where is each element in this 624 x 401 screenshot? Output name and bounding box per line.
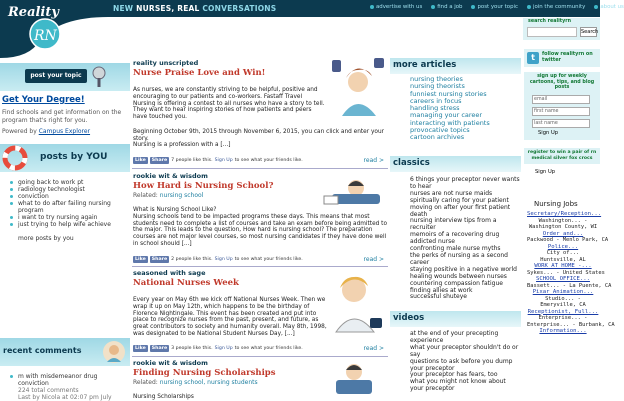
classics-title: classics — [393, 158, 430, 168]
recent-comments-list — [18, 373, 130, 401]
nav-post-topic[interactable] — [471, 4, 518, 10]
life-ring-icon — [3, 146, 27, 170]
post-excerpt: Beginning October 9th, 2015 through November 6, 2015, you can click and enter your story. — [133, 129, 385, 142]
svg-text:RN: RN — [34, 28, 57, 44]
campus-explorer-link[interactable]: Campus Explorer — [38, 128, 91, 135]
nav-label: about us — [600, 4, 624, 10]
search-label: search realityrn — [528, 19, 571, 24]
like-count: 3 people like this. — [171, 346, 213, 351]
post-title[interactable]: National Nurses Week — [133, 278, 239, 288]
article-link[interactable]: cartoon archives — [410, 133, 465, 142]
fb-share-button[interactable]: Share — [151, 346, 168, 351]
fb-like-button[interactable]: Like — [135, 257, 146, 262]
related-link[interactable]: nursing school — [159, 192, 204, 199]
post-excerpt: Nursing Scholarships — [133, 394, 194, 400]
nav-join-community[interactable] — [527, 4, 585, 10]
video-link[interactable]: what your preceptor shouldn't do or say — [410, 343, 519, 358]
job-title-link[interactable]: Pixar Animation... — [532, 289, 594, 295]
twitter-follow[interactable] — [524, 49, 600, 67]
job-location: Washington County, WI — [528, 224, 598, 230]
read-more-link[interactable]: read > — [363, 345, 384, 352]
classics-list — [410, 177, 520, 301]
job-title-link[interactable]: Information... — [539, 328, 587, 334]
powered-by-label: Powered by — [2, 128, 37, 135]
nurse-avatar-icon — [102, 340, 126, 364]
classic-link[interactable]: healing wounds between nurses — [410, 272, 507, 280]
classic-link[interactable]: confronting male nurse myths — [410, 245, 501, 253]
post-title[interactable]: How Hard is Nursing School? — [133, 181, 274, 191]
header — [0, 0, 624, 58]
register-text: register to win a pair of rn medical silver fox crocs — [527, 150, 597, 161]
related-label: Related: — [133, 192, 158, 199]
left-sidebar — [0, 58, 130, 400]
read-more-link[interactable]: read > — [363, 256, 384, 263]
divider — [132, 356, 388, 357]
top-nav — [370, 4, 624, 10]
nurse-illustration-icon — [328, 56, 388, 116]
right-sidebar — [390, 51, 615, 400]
nurse-sage-illustration-icon — [328, 268, 386, 332]
post-category[interactable]: rookie wit & wisdom — [133, 359, 208, 367]
nav-find-job[interactable] — [431, 4, 462, 10]
powered-by — [2, 128, 90, 135]
videos-list — [410, 331, 520, 393]
post-category[interactable]: seasoned with sage — [133, 269, 206, 277]
like-bar — [133, 157, 303, 164]
bullet-icon — [370, 5, 374, 9]
fb-share-button[interactable]: Share — [151, 257, 168, 262]
classic-link[interactable]: memoirs of a recovering drug addicted nurse — [410, 231, 500, 246]
video-link[interactable]: your preceptor has fears, too — [410, 371, 498, 379]
first-name-field[interactable]: first name — [532, 107, 590, 116]
bullet-icon — [471, 5, 475, 9]
classic-link[interactable]: successful shuteye — [410, 293, 467, 301]
register-signup-button[interactable]: Sign Up — [535, 169, 556, 175]
bullet-icon — [527, 5, 531, 9]
more-articles-list — [410, 76, 520, 142]
nav-advertise[interactable] — [370, 4, 422, 10]
article-link[interactable]: funniest nursing stories — [410, 89, 487, 98]
jobs-list — [527, 211, 615, 335]
nav-about[interactable] — [594, 4, 624, 10]
post-title[interactable]: Finding Nursing Scholarships — [133, 368, 276, 378]
fb-signup-link[interactable]: Sign Up — [214, 158, 233, 163]
classic-link[interactable]: spiritually caring for your patient — [410, 196, 509, 204]
divider — [132, 168, 388, 169]
nursing-jobs-widget — [524, 200, 615, 400]
tagline-nurses: NURSES, REAL — [136, 4, 200, 13]
post-category[interactable]: rookie wit & wisdom — [133, 172, 208, 180]
classic-link[interactable]: the perks of nursing as a second career — [410, 251, 508, 266]
job-location: City of... — [546, 250, 580, 256]
job-title-link[interactable]: Secretary/Reception... — [527, 211, 602, 217]
job-location: Enterprise... - — [538, 315, 588, 321]
classic-link[interactable]: staying positive in a negative world — [410, 265, 517, 273]
fb-signup-link[interactable]: Sign Up — [214, 346, 233, 351]
like-tail-text: to see what your friends like. — [234, 346, 303, 351]
post-related — [133, 192, 203, 199]
article-link[interactable]: handling stress — [410, 104, 460, 113]
videos-header — [390, 311, 521, 327]
site-logo[interactable] — [0, 0, 108, 58]
job-location: Huntsville, AL — [540, 256, 586, 263]
tagline-conversations: CONVERSATIONS — [202, 4, 277, 13]
video-link[interactable]: what you might not know about your preceptor — [410, 378, 506, 393]
posts-by-you-title: posts by YOU — [40, 152, 108, 162]
like-bar — [133, 345, 303, 352]
list-item[interactable]: what to do after failing nursing program — [18, 200, 130, 214]
comment-meta: Last by Nicola at 02:07 pm July — [18, 394, 112, 401]
fb-share-button[interactable]: Share — [151, 158, 168, 163]
nav-label: join the community — [532, 4, 586, 10]
article-link[interactable]: provocative topics — [410, 126, 470, 135]
degree-link[interactable]: Get Your Degree! — [2, 95, 85, 105]
like-count: 7 people like this. — [171, 158, 213, 163]
signup-text: sign up for weekly cartoons, tips, and blog posts — [529, 74, 595, 91]
like-count: 2 people like this. — [171, 257, 213, 262]
classic-link[interactable]: 6 things your preceptor never wants to hear — [410, 176, 520, 190]
list-item[interactable]: radiology technologist — [18, 186, 130, 193]
giveaway-register — [524, 148, 600, 164]
job-title-link[interactable]: Receptionist, Full... — [527, 308, 599, 315]
read-more-link[interactable]: read > — [363, 157, 384, 164]
bullet-icon — [431, 5, 435, 9]
search-box — [523, 18, 600, 40]
newsletter-signup — [524, 72, 600, 140]
post-topic-button[interactable]: post your topic — [25, 69, 87, 83]
job-location: Bassett... - La Puente, CA — [527, 282, 612, 289]
job-title-link[interactable]: Order and... — [542, 230, 584, 237]
comment-link[interactable]: m with misdemeanor drug conviction — [18, 373, 130, 387]
scholarship-illustration-icon — [324, 360, 384, 396]
follow-text: follow realityrn on twitter — [542, 51, 593, 63]
job-location: Sykes... - United States — [527, 269, 605, 276]
video-link[interactable]: at the end of your precepting experience — [410, 330, 499, 344]
videos-title: videos — [393, 313, 425, 323]
list-item[interactable]: conviction — [18, 193, 130, 200]
student-illustration-icon — [322, 176, 386, 208]
list-item[interactable]: i want to try nursing again — [18, 214, 130, 221]
divider — [132, 266, 388, 267]
nav-label: find a job — [437, 4, 463, 10]
article-link[interactable]: careers in focus — [410, 96, 462, 105]
svg-text:Reality: Reality — [8, 5, 59, 20]
posts-by-you-header — [0, 144, 130, 172]
like-tail-text: to see what your friends like. — [234, 158, 303, 163]
jobs-title: Nursing Jobs — [534, 200, 578, 208]
post-excerpt: Nursing is a profession with a [...] — [133, 142, 231, 148]
fb-signup-link[interactable]: Sign Up — [214, 257, 233, 262]
more-articles-title: more articles — [393, 60, 457, 70]
more-articles-header — [390, 58, 521, 74]
post-category[interactable]: reality unscripted — [133, 59, 199, 67]
post-excerpt: What is Nursing School Like? Nursing schools tend to be impacted programs these days. This means that most students need to complete a list of courses and take an exam before being admitted to the major. This leads to the question, How hard is nursing school? The preparation courses are not major level courses, so most nursing candidates if they have done well in school should [...] — [133, 207, 387, 247]
article-link[interactable]: interacting with patients — [410, 118, 490, 127]
search-input[interactable] — [527, 27, 577, 37]
last-name-field[interactable]: last name — [532, 119, 590, 128]
microphone-icon — [88, 65, 110, 89]
recent-comments-title: recent comments — [3, 346, 82, 355]
fb-like-button[interactable]: Like — [135, 346, 146, 351]
post-related — [133, 379, 258, 386]
classic-link[interactable]: nurses are not nurse maids — [410, 189, 493, 197]
list-item[interactable]: going back to work pt — [18, 179, 130, 186]
recent-comments-header — [0, 338, 130, 366]
posts-by-you-list — [18, 179, 130, 228]
like-tail-text: to see what your friends like. — [234, 257, 303, 262]
article-link[interactable]: nursing theorists — [410, 82, 465, 91]
post-topic-panel — [0, 63, 130, 91]
nav-label: post your topic — [477, 4, 518, 10]
bullet-icon — [594, 5, 598, 9]
classic-link[interactable]: nursing interview tips from a recruiter — [410, 217, 497, 232]
post-excerpt: Every year on May 6th we kick off National Nurses Week. Then we wrap it up on May 12th, which happens to be the birthday of Florence Nightingale. This event has been created and put into place to recognize nurses from the past, present, and future, as great contributors to society and humanity overall. May 8th, 1998, was designated to be National Student Nurses Day, [...] — [133, 297, 327, 337]
more-posts-link[interactable]: more posts by you — [18, 235, 74, 242]
related-label: Related: — [133, 379, 158, 386]
job-location: Emeryville, CA — [540, 302, 586, 308]
classic-link[interactable]: countering compassion fatigue — [410, 279, 503, 287]
job-title-link[interactable]: Police... — [547, 243, 579, 250]
list-item[interactable]: just trying to help wife achieve — [18, 221, 130, 228]
post-excerpt: As nurses, we are constantly striving to be helpful, positive and encouraging to our patients and co-workers. Fastaff Travel Nursing is offering a contest to all nurses who have a story to tell. They want to hear inspiring stories of how patients and peers have touched you. — [133, 87, 325, 121]
degree-text: Find schools and get information on the program that's right for you. — [2, 109, 122, 124]
comment-count: 224 total comments — [18, 387, 79, 394]
classic-link[interactable]: moving on after your first patient death — [410, 203, 511, 218]
job-location: Studio... - — [545, 295, 581, 302]
email-field[interactable]: email — [532, 95, 590, 104]
job-location: Enterprise... - Burbank, CA — [527, 321, 615, 328]
job-location: Packwood - Menlo Park, CA — [527, 237, 609, 243]
like-bar — [133, 256, 303, 263]
tagline — [113, 4, 276, 13]
classics-header — [390, 156, 521, 172]
post-title[interactable]: Nurse Praise Love and Win! — [133, 68, 266, 78]
job-location: Washington... - — [538, 217, 588, 224]
fb-like-button[interactable]: Like — [135, 158, 146, 163]
twitter-icon: t — [527, 52, 539, 64]
job-title-link[interactable]: SCHOOL OFFICE... — [536, 276, 590, 282]
signup-button[interactable]: Sign Up — [538, 130, 559, 136]
post — [132, 58, 388, 155]
job-title-link[interactable]: WORK AT HOME -... — [534, 263, 592, 269]
video-link[interactable]: questions to ask before you dump your preceptor — [410, 357, 513, 372]
main-content — [132, 58, 388, 400]
nav-label: advertise with us — [376, 4, 423, 10]
article-link[interactable]: nursing theories — [410, 75, 463, 83]
tagline-new: NEW — [113, 4, 134, 13]
classic-link[interactable]: finding allies at work — [410, 286, 473, 294]
article-link[interactable]: managing your career — [410, 111, 483, 120]
related-link[interactable]: nursing school, nursing students — [159, 379, 258, 386]
search-button[interactable]: Search — [581, 29, 599, 35]
